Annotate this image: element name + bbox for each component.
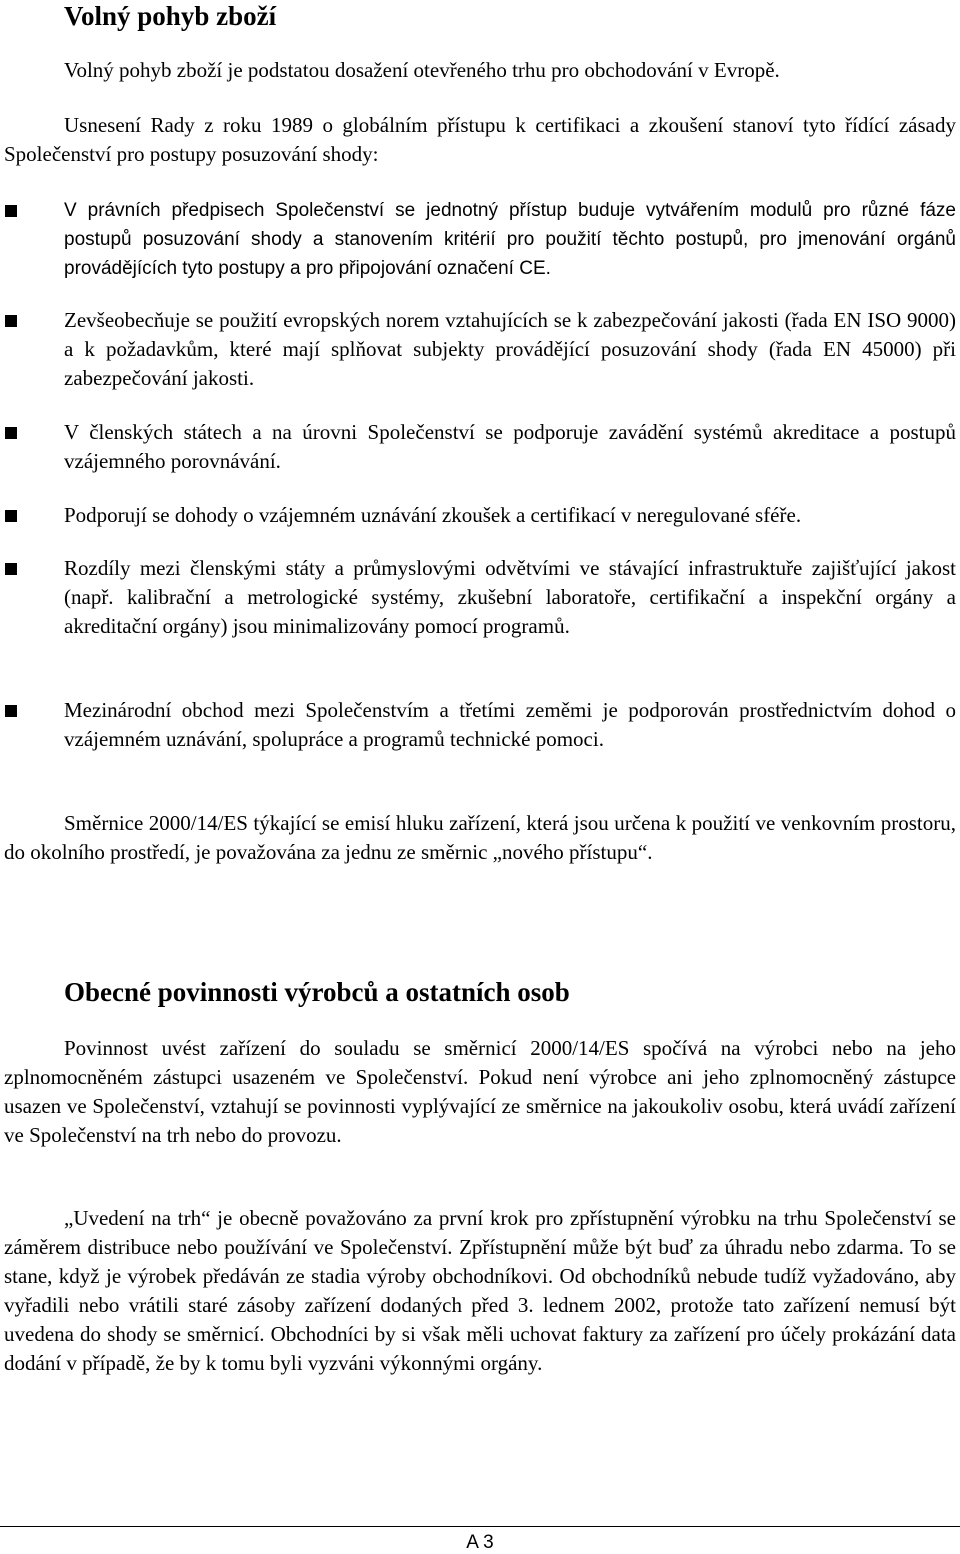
placing-on-market-paragraph: „Uvedení na trh“ je obecně považováno za první krok pro zpřístupnění výrobku na trhu Společenství se záměrem distribuce nebo používání ve Společenství. Zpřístupnění může být buď za úhradu nebo zdarma. To se stane, když je výrobek předáván ze stadia výroby obchodníkovi. Od obchodníků nebude tudíž vyžadováno, aby vyřadili nebo vrátili staré zásoby zařízení dodaných před 3. lednem 2002, protože tato zařízení nemusí být uvedena do shody se směrnicí. Obchodníci by si však měli uchovat faktury za zařízení pro účely prokázání data dodání v případě, že by k tomu byli vyzváni výkonnými orgány.	[4, 1206, 956, 1375]
bullet-text: Podporují se dohody o vzájemném uznávání zkoušek a certifikací v neregulované sféře.	[64, 503, 802, 527]
square-bullet-icon	[5, 563, 17, 575]
bullet-text: V právních předpisech Společenství se jednotný přístup buduje vytvářením modulů pro různé fáze postupů posuzování shody a stanovením kritérií pro použití těchto postupů, pro jmenování orgánů provádějících tyto postupy a pro připojování označení CE.	[64, 200, 956, 279]
obligations-paragraph: Povinnost uvést zařízení do souladu se směrnicí 2000/14/ES spočívá na výrobci nebo na jeho zplnomocněném zástupci usazeném ve Společenství. Pokud není výrobce ani jeho zplnomocněný zástupce usazen ve Společenství, vztahují se povinnosti vyplývající ze směrnice na jakoukoliv osobu, která uvádí zařízení ve Společenství na trh nebo do provozu.	[4, 1036, 956, 1147]
bullet-text: Zevšeobecňuje se použití evropských norem vztahujících se k zabezpečování jakosti (řada EN ISO 9000) a k požadavkům, které mají splňovat subjekty provádějící posuzování shody (řada EN 45000) při zabezpečování jakosti.	[64, 308, 956, 390]
bullet-text: V členských státech a na úrovni Společenství se podporuje zavádění systémů akreditace a postupů vzájemného porovnávání.	[64, 420, 956, 473]
square-bullet-icon	[5, 510, 17, 522]
square-bullet-icon	[5, 315, 17, 327]
footer-divider	[0, 1526, 960, 1527]
page-number: A 3	[466, 1532, 494, 1553]
directive-paragraph: Směrnice 2000/14/ES týkající se emisí hluku zařízení, která jsou určena k použití ve venkovním prostoru, do okolního prostředí, je považována za jednu ze směrnic „nového přístupu“.	[4, 811, 956, 864]
square-bullet-icon	[5, 427, 17, 439]
section-title-obligations: Obecné povinnosti výrobců a ostatních osob	[64, 977, 570, 1007]
resolution-paragraph: Usnesení Rady z roku 1989 o globálním přístupu k certifikaci a zkoušení stanoví tyto řídící zásady Společenství pro postupy posuzování shody:	[4, 113, 956, 166]
square-bullet-icon	[5, 205, 17, 217]
bullet-text: Rozdíly mezi členskými státy a průmyslovými odvětvími ve stávající infrastruktuře zajišťující jakost (např. kalibrační a metrologické systémy, zkušební laboratoře, certifikační a inspekční orgány a akreditační orgány) jsou minimalizovány pomocí programů.	[64, 556, 956, 638]
square-bullet-icon	[5, 705, 17, 717]
bullet-text: Mezinárodní obchod mezi Společenstvím a třetími zeměmi je podporován prostřednictvím dohod o vzájemném uznávání, spolupráce a programů technické pomoci.	[64, 698, 956, 751]
intro-paragraph: Volný pohyb zboží je podstatou dosažení otevřeného trhu pro obchodování v Evropě.	[64, 58, 780, 82]
section-title-free-movement: Volný pohyb zboží	[64, 1, 277, 31]
